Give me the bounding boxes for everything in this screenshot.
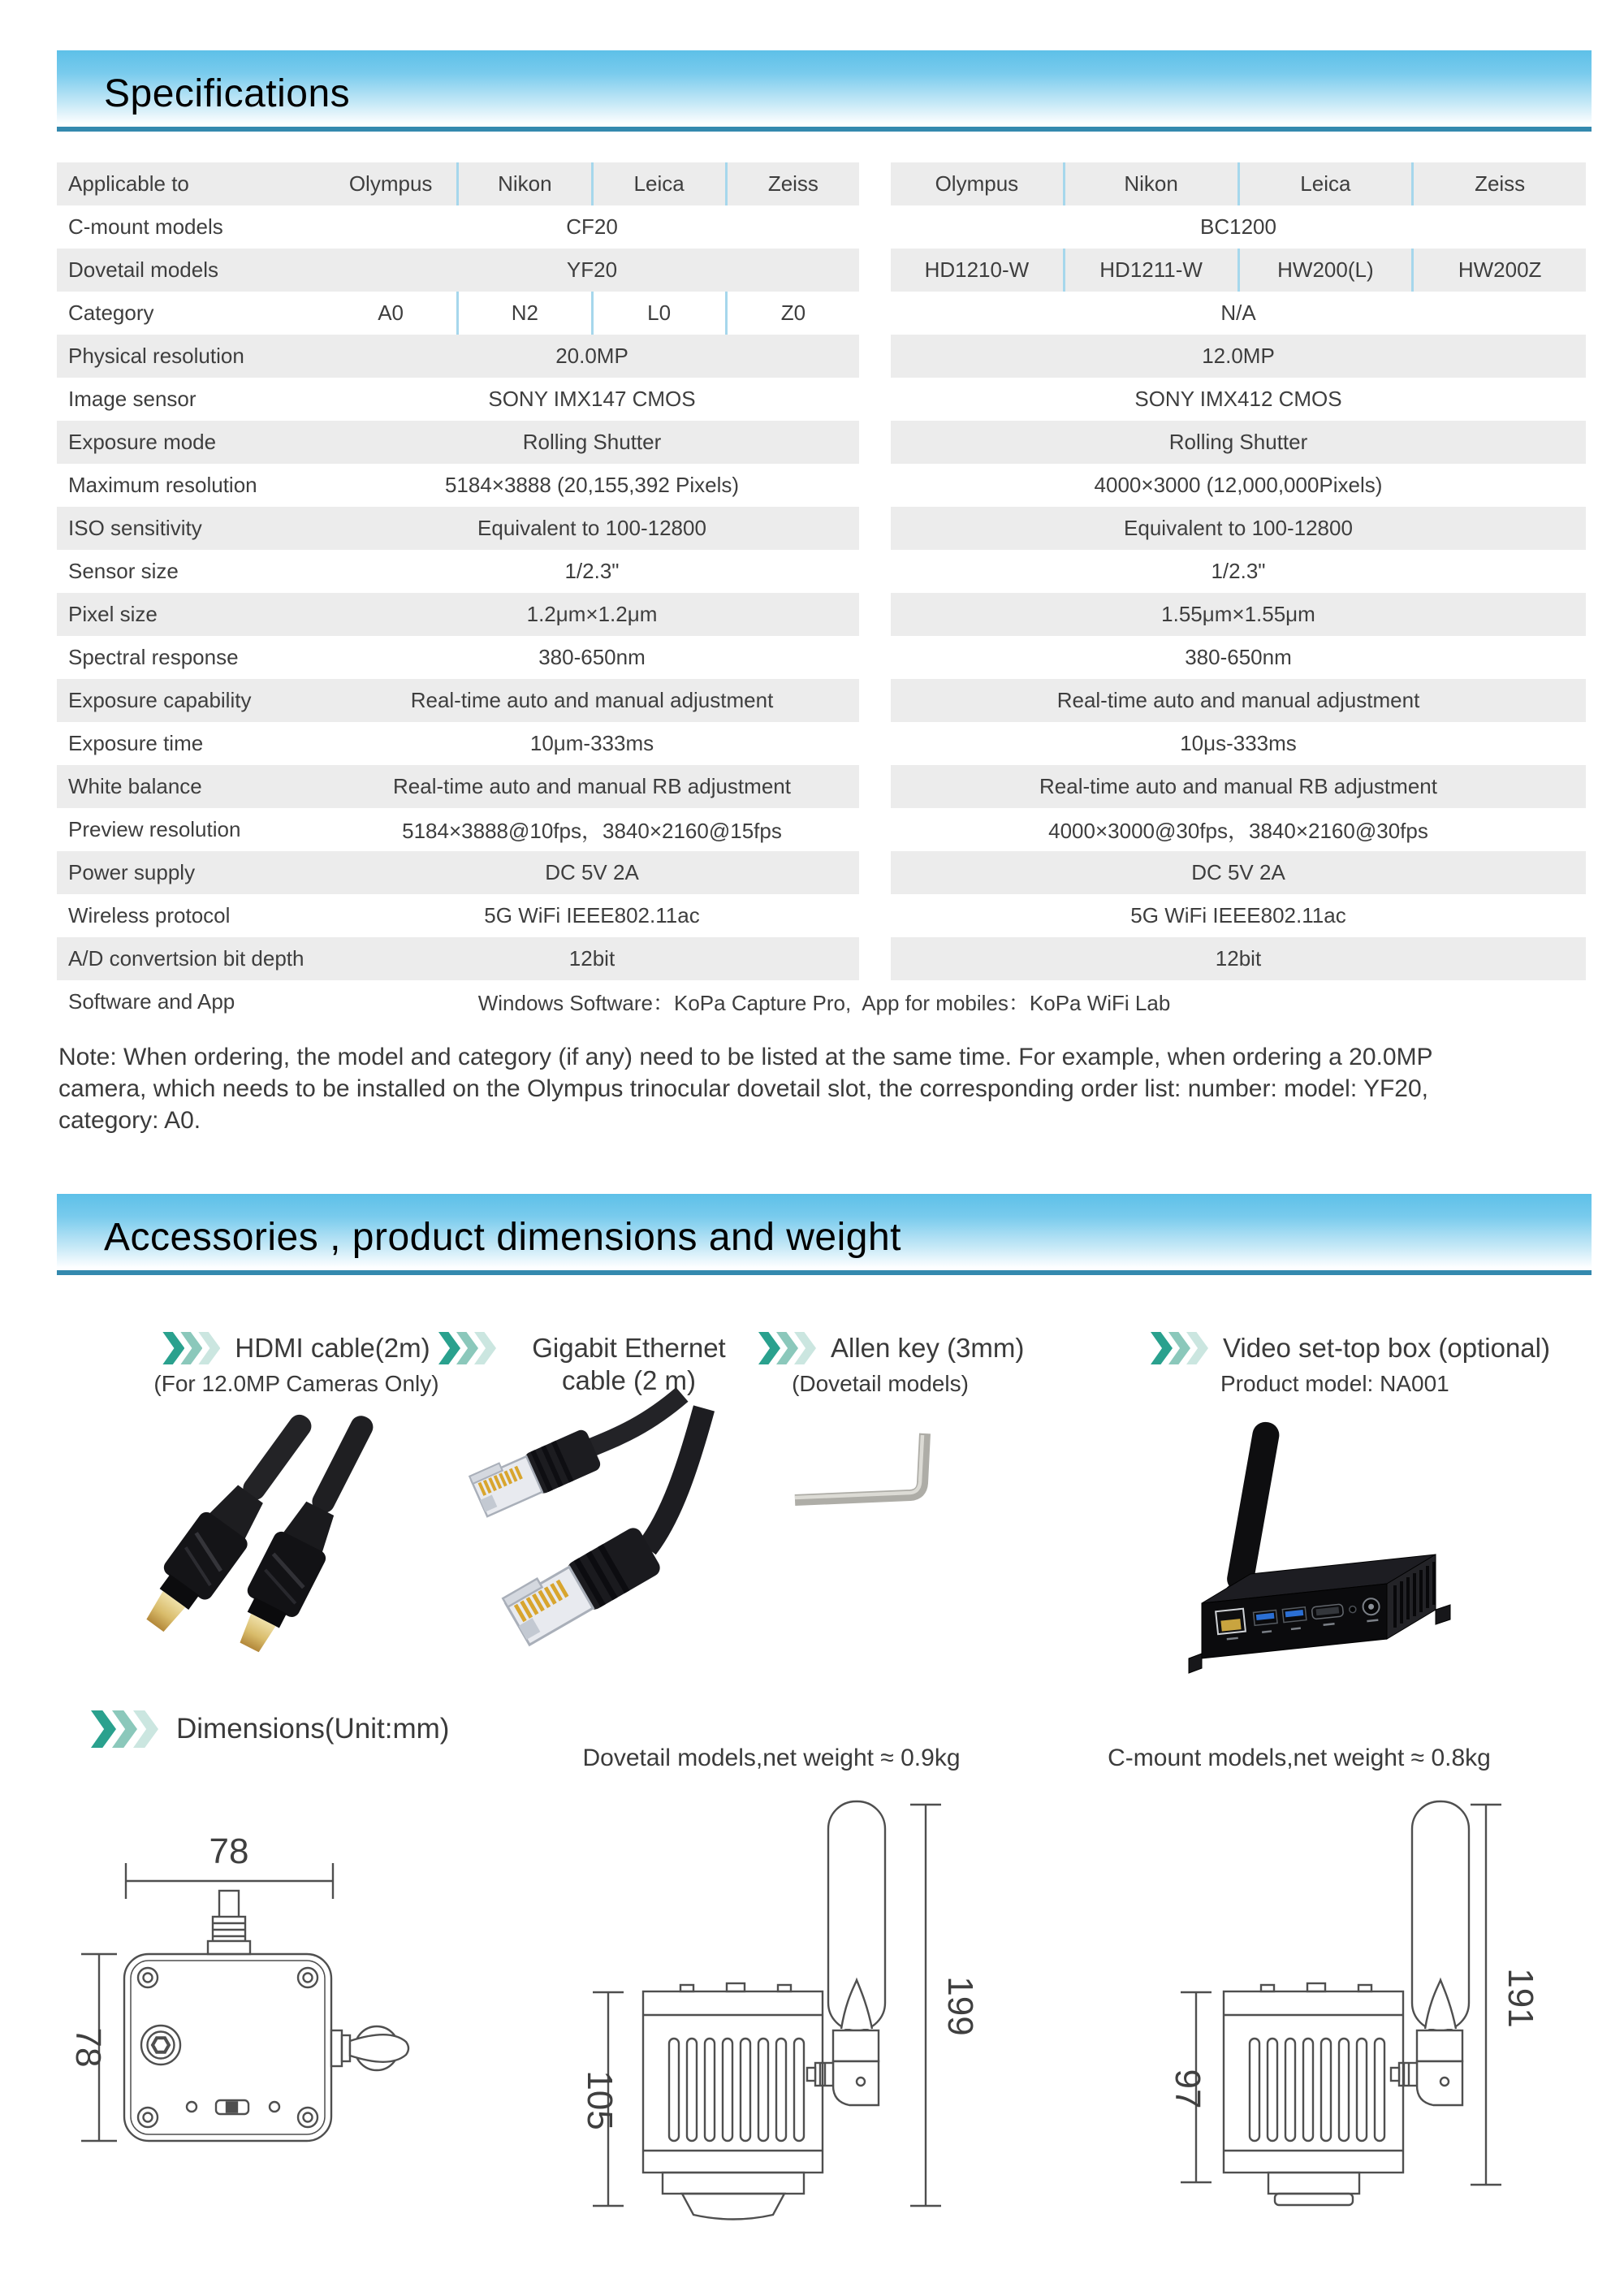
ordering-note-line3: category: A0. [58,1107,201,1134]
spec-value: 10μs-333ms [1180,731,1297,755]
spec-value: DC 5V 2A [1191,860,1285,884]
specifications-banner [57,50,1592,132]
spec-row [57,722,859,765]
spec-row-label: Software and App [68,989,235,1014]
spec-row-label: Applicable to [68,171,189,196]
spec-row-label: Dovetail models [68,257,218,282]
spec-value: 5G WiFi IEEE802.11ac [484,903,700,927]
triple-chevron-icon [1151,1332,1208,1364]
ordering-note-line2: camera, which needs to be installed on the Olympus trinocular dovetail slot, the corresponding order list: number: model: YF20, [58,1075,1428,1102]
accessory-title: Allen key (3mm) [831,1333,1025,1363]
accessories-banner [57,1194,1592,1275]
settop-box-photo [1177,1390,1527,1707]
spec-row [57,636,859,679]
spec-row [57,378,859,421]
spec-row [891,378,1586,421]
dim-front-height: 78 [68,2027,108,2068]
spec-row [57,421,859,464]
spec-row [57,679,859,722]
dimensions-heading-label: Dimensions(Unit:mm) [176,1713,450,1745]
spec-value: BC1200 [1200,214,1276,239]
spec-cell: HD1210-W [924,257,1030,282]
spec-row [57,593,859,636]
spec-row [891,507,1586,550]
spec-value: Rolling Shutter [522,430,662,454]
spec-value: 5184×3888 (20,155,392 Pixels) [444,473,740,497]
spec-value: Equivalent to 100-12800 [1124,516,1353,540]
spec-row [57,937,859,980]
spec-row [891,249,1586,292]
spec-header-cell: Olympus [348,171,433,196]
spec-value: 12bit [568,946,615,971]
spec-row [57,292,859,335]
spec-row-label: Sensor size [68,559,179,583]
spec-cell: A0 [378,301,404,325]
rj45-connector-icon [503,1522,663,1647]
dim-front-width: 78 [209,1831,249,1871]
spec-row [57,765,859,808]
accessory-subtitle: Product model: NA001 [1220,1371,1449,1396]
spec-row-label: Spectral response [68,645,239,669]
spec-row-label: ISO sensitivity [68,516,202,540]
spec-value: YF20 [566,257,618,282]
spec-row [891,205,1586,249]
specifications-title: Specifications [104,72,351,115]
accessories-title: Accessories , product dimensions and weight [104,1216,901,1259]
spec-cell: HD1211-W [1063,249,1237,292]
hdmi-cable-photo [77,1399,353,1675]
spec-header-cell: Zeiss [725,162,859,205]
ordering-note-line1: Note: When ordering, the model and category (if any) need to be listed at the same time. For example, when ordering a 20.0MP [58,1044,1433,1070]
dovetail-weight-caption: Dovetail models,net weight ≈ 0.9kg [582,1745,961,1771]
spec-row-label: Pixel size [68,602,158,626]
clamp-knob-icon [331,2030,342,2066]
spec-row [891,851,1586,894]
spec-value: 20.0MP [555,344,628,368]
triple-chevron-icon [91,1710,158,1748]
dovetail-side-drawing [560,1795,980,2233]
software-and-app-value: Windows Software：KoPa Capture Pro, App for mobiles：KoPa WiFi Lab [477,991,1171,1015]
front-view-drawing [49,1811,430,2266]
spec-value: 380-650nm [1185,645,1292,669]
spec-table-20mp [57,162,859,1023]
cmount-weight-caption: C-mount models,net weight ≈ 0.8kg [1108,1745,1491,1771]
spec-row [891,550,1586,593]
triple-chevron-icon [438,1332,496,1364]
spec-row [57,249,859,292]
spec-table-12mp [891,162,1586,980]
cable-strand [647,1408,704,1548]
accessory-title: Video set-top box (optional) [1223,1333,1550,1363]
cmount-adapter-icon [1268,2173,1359,2194]
spec-header-cell: Leica [591,162,725,205]
accessory-ethernet-cable [438,1332,747,1397]
spec-row [891,808,1586,851]
spec-value: 12bit [1215,946,1262,971]
spec-row [57,335,859,378]
rj45-connector-icon [469,1425,603,1519]
accessory-subtitle: (Dovetail models) [792,1371,969,1396]
hdmi-connector-icon [224,1404,392,1660]
spec-row [57,205,859,249]
spec-row-label: Maximum resolution [68,473,257,497]
spec-value: 5G WiFi IEEE802.11ac [1130,903,1346,927]
spec-value: 4000×3000 (12,000,000Pixels) [1094,473,1383,497]
accessory-allen-key [758,1332,1026,1397]
spec-row [57,851,859,894]
cable-strand [592,1394,682,1447]
spec-value: Real-time auto and manual RB adjustment [1039,774,1437,798]
spec-row [891,593,1586,636]
spec-header-cell: Nikon [456,162,590,205]
spec-value: Real-time auto and manual RB adjustment [393,774,791,798]
spec-value: CF20 [566,214,618,239]
spec-row [891,421,1586,464]
dim-cmount-total: 191 [1501,1968,1540,2028]
accessory-title: HDMI cable(2m) [235,1333,430,1363]
spec-row [891,636,1586,679]
ethernet-cable-photo [434,1399,719,1667]
allen-key-photo [792,1425,954,1515]
spec-row-label: C-mount models [68,214,223,239]
triple-chevron-icon [758,1332,816,1364]
accessory-title: Gigabit Ethernet cable (2 m) [532,1333,726,1395]
spec-row [57,464,859,507]
spec-row-label: Exposure capability [68,688,252,712]
allen-key-icon [795,1433,925,1500]
spec-row-label: Exposure mode [68,430,217,454]
spec-value: Real-time auto and manual adjustment [1056,688,1420,712]
spec-value: 1/2.3" [564,559,620,583]
spec-row [57,507,859,550]
spec-row [57,808,859,851]
spec-cell: HW200Z [1411,249,1586,292]
spec-value: 5184×3888@10fps，3840×2160@15fps [402,819,782,843]
spec-row-label: Exposure time [68,731,204,755]
spec-row [57,894,859,937]
spec-row-label: Image sensor [68,387,197,411]
spec-value: N/A [1220,301,1256,325]
spec-row-label: Wireless protocol [68,903,231,927]
dim-dovetail-total: 199 [940,1976,980,2036]
spec-header-cell: Nikon [1063,162,1237,205]
spec-value: 380-650nm [538,645,646,669]
reset-hole-icon [1349,1606,1356,1613]
spec-row-label: Preview resolution [68,817,241,841]
spec-header-cell: Leica [1237,162,1412,205]
dim-dovetail-body: 105 [580,2070,620,2130]
spec-value: Real-time auto and manual adjustment [410,688,774,712]
spec-row [891,722,1586,765]
dimensions-heading [91,1710,449,1748]
triple-chevron-icon [162,1332,220,1364]
spec-row-label: Power supply [68,860,196,884]
spec-row [57,550,859,593]
spec-header-cell: Olympus [935,171,1019,196]
accessory-settop-box [1151,1332,1593,1397]
spec-row [891,679,1586,722]
spec-value: 1/2.3" [1211,559,1266,583]
spec-row [891,292,1586,335]
spec-value: 1.2μm×1.2μm [526,602,658,626]
spec-value: 4000×3000@30fps，3840×2160@30fps [1048,819,1428,843]
spec-row-label: Category [68,301,154,325]
spec-row [891,765,1586,808]
spec-header-row [57,162,859,205]
spec-header-cell: Zeiss [1411,162,1586,205]
spec-value: SONY IMX147 CMOS [488,387,696,411]
spec-row [891,464,1586,507]
spec-value: Equivalent to 100-12800 [477,516,706,540]
spec-row-label: Physical resolution [68,344,244,368]
cmount-side-drawing [1047,1795,1551,2233]
spec-value: 12.0MP [1202,344,1275,368]
spec-value: 10μm-333ms [529,731,654,755]
spec-header-row [891,162,1586,205]
spec-cell: HW200(L) [1237,249,1412,292]
ordering-note [58,1041,1593,1136]
accessory-subtitle: (For 12.0MP Cameras Only) [153,1371,439,1396]
spec-value: SONY IMX412 CMOS [1134,387,1342,411]
spec-value: DC 5V 2A [545,860,639,884]
dim-cmount-body: 97 [1168,2069,1207,2109]
spec-value: Rolling Shutter [1168,430,1308,454]
spec-row [891,937,1586,980]
dovetail-mount-icon [682,2194,784,2220]
spec-row-label: White balance [68,774,202,798]
spec-row [891,335,1586,378]
spec-cell: Z0 [725,292,859,335]
spec-cell: L0 [591,292,725,335]
spec-row [891,894,1586,937]
spec-value: 1.55μm×1.55μm [1161,602,1315,626]
spec-row-label: A/D convertsion bit depth [68,946,304,971]
spec-cell: N2 [456,292,590,335]
